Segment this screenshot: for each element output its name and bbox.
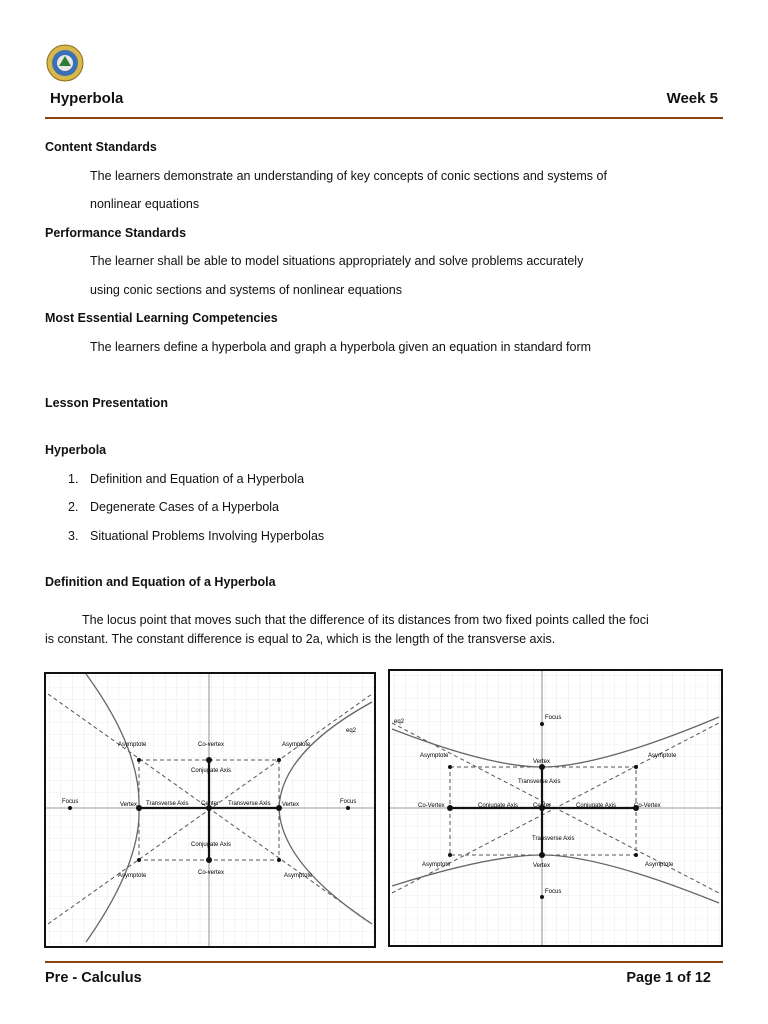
content-standards-text-1: The learners demonstrate an understanding of key concepts of conic sections and systems of: [90, 169, 607, 183]
list-item: Degenerate Cases of a Hyperbola: [90, 500, 280, 514]
list-item-number: 3.: [68, 529, 79, 543]
transverse-axis-label: Transverse Axis: [532, 836, 575, 842]
conjugate-axis-label: Conjugate Axis: [576, 803, 617, 809]
lesson-presentation-heading: Lesson Presentation: [45, 396, 168, 410]
definition-text-1: The locus point that moves such that the difference of its distances from two fixed points called the foci: [82, 613, 649, 627]
content-standards-heading: Content Standards: [45, 140, 157, 154]
covertex-label: Co-vertex: [198, 870, 225, 876]
focus-label: Focus: [62, 799, 79, 805]
document-title: Hyperbola: [50, 90, 124, 107]
covertex-label: Co-Vertex: [634, 803, 661, 809]
content-standards-text-2: nonlinear equations: [90, 197, 200, 211]
conjugate-axis-label: Conjugate Axis: [191, 768, 232, 774]
focus-label: Focus: [545, 889, 562, 895]
week-label: Week 5: [666, 90, 718, 107]
conjugate-axis-label: Conjugate Axis: [478, 803, 519, 809]
performance-standards-text-2: using conic sections and systems of nonlinear equations: [90, 283, 402, 297]
definition-text-2: is constant. The constant difference is equal to 2a, which is the length of the transverse axis.: [45, 632, 556, 646]
vertex-label: Vertex: [120, 802, 138, 808]
asymptote-label: Asymptote: [118, 873, 147, 879]
melc-text: The learners define a hyperbola and graph a hyperbola given an equation in standard form: [90, 340, 592, 354]
asymptote-label: Asymptote: [420, 753, 449, 759]
asymptote-label: Asymptote: [645, 862, 674, 868]
transverse-axis-label: Transverse Axis: [228, 801, 271, 807]
focus-label: Focus: [545, 715, 562, 721]
center-label: Center: [201, 801, 220, 807]
asymptote-label: Asymptote: [422, 862, 451, 868]
header-divider: [45, 117, 723, 119]
list-item: Definition and Equation of a Hyperbola: [90, 472, 305, 486]
asymptote-label: Asymptote: [282, 742, 311, 748]
list-item: Situational Problems Involving Hyperbolas: [90, 529, 325, 543]
performance-standards-text-1: The learner shall be able to model situations appropriately and solve problems accurately: [90, 254, 584, 268]
covertex-label: Co-vertex: [198, 742, 225, 748]
list-item-number: 2.: [68, 500, 79, 514]
asymptote-label: Asymptote: [118, 742, 147, 748]
asymptote-label: Asymptote: [284, 873, 313, 879]
vertex-label: Vertex: [282, 802, 300, 808]
transverse-axis-label: Transverse Axis: [146, 801, 189, 807]
subject-label: Pre - Calculus: [45, 970, 142, 986]
topics-heading: Hyperbola: [45, 443, 107, 457]
transverse-axis-label: Transverse Axis: [518, 779, 561, 785]
school-seal-icon: [46, 44, 84, 82]
horizontal-hyperbola-figure: [44, 672, 376, 948]
vertical-hyperbola-figure: [388, 669, 723, 947]
equation-label: eq2: [394, 719, 405, 725]
performance-standards-heading: Performance Standards: [45, 226, 187, 240]
asymptote-label: Asymptote: [648, 753, 677, 759]
conjugate-axis-label: Conjugate Axis: [191, 842, 232, 848]
footer-divider: [45, 961, 723, 963]
vertex-label: Vertex: [533, 863, 551, 869]
definition-heading: Definition and Equation of a Hyperbola: [45, 575, 276, 589]
equation-label: eq2: [346, 728, 357, 734]
melc-heading: Most Essential Learning Competencies: [45, 311, 278, 325]
page-number: Page 1 of 12: [626, 970, 711, 986]
vertex-label: Vertex: [533, 759, 551, 765]
covertex-label: Co-Vertex: [418, 803, 445, 809]
list-item-number: 1.: [68, 472, 79, 486]
focus-label: Focus: [340, 799, 357, 805]
center-label: Center: [533, 803, 552, 809]
